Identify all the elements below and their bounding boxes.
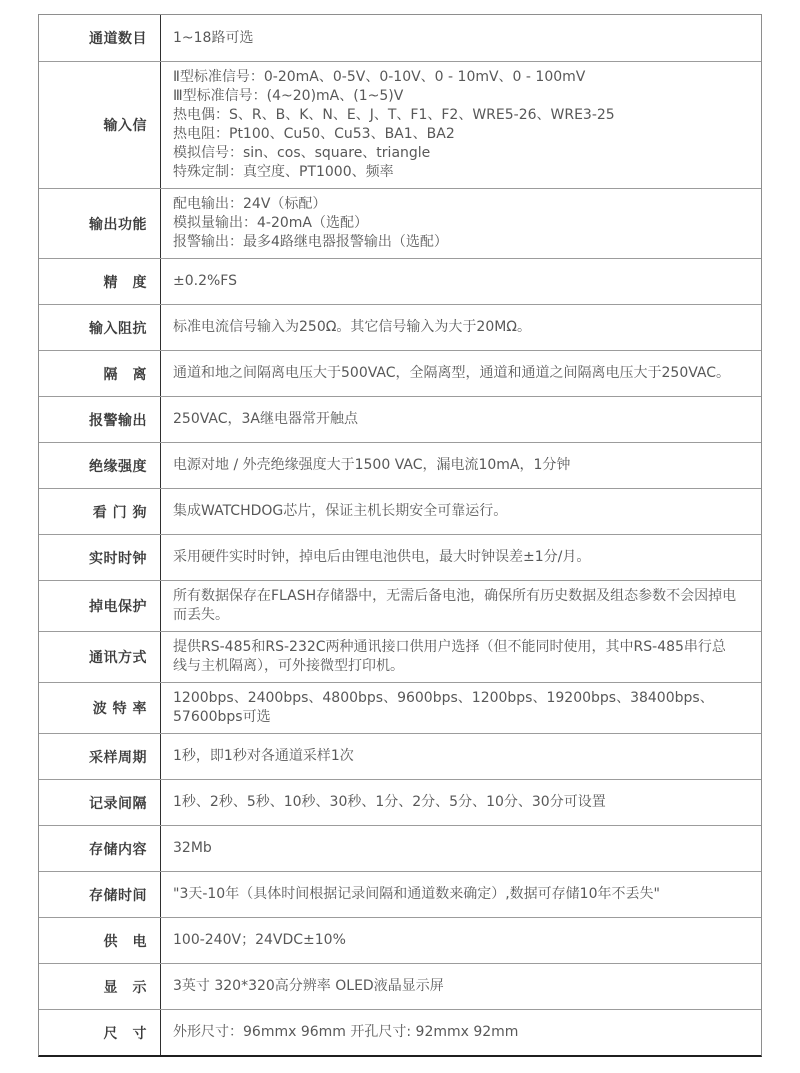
spec-row-label: 显 示 [39, 964, 161, 1009]
spec-row-label: 掉电保护 [39, 581, 161, 631]
spec-value-line: 所有数据保存在FLASH存储器中，无需后备电池，确保所有历史数据及组态参数不会因掉电 [173, 588, 737, 604]
spec-row-value [161, 632, 761, 682]
spec-row [39, 258, 761, 304]
spec-value-line: 集成WATCHDOG芯片，保证主机长期安全可靠运行。 [173, 503, 508, 519]
spec-row-label: 精 度 [39, 259, 161, 304]
spec-row [39, 917, 761, 963]
spec-value-line: 1~18路可选 [173, 29, 254, 46]
spec-row-label: 输出功能 [39, 189, 161, 258]
spec-row [39, 733, 761, 779]
spec-row-value [161, 443, 761, 488]
spec-row-value [161, 189, 761, 258]
spec-row-label: 采样周期 [39, 734, 161, 779]
spec-row [39, 682, 761, 733]
spec-row-value [161, 397, 761, 442]
spec-row-value [161, 918, 761, 963]
spec-value-line: Ⅱ型标准信号：0-20mA、0-5V、0-10V、0 - 10mV、0 - 100mV [173, 69, 586, 85]
spec-value-line: 报警输出：最多4路继电器报警输出（选配） [173, 234, 448, 250]
spec-row-value [161, 489, 761, 534]
spec-row-value [161, 780, 761, 825]
spec-value-line: 配电输出：24V（标配） [173, 196, 327, 212]
spec-row-value [161, 15, 761, 61]
spec-row-label: 存储时间 [39, 872, 161, 917]
spec-row [39, 779, 761, 825]
spec-row-label: 供 电 [39, 918, 161, 963]
spec-row [39, 396, 761, 442]
spec-row [39, 61, 761, 188]
spec-row-value [161, 964, 761, 1009]
spec-row-value [161, 305, 761, 350]
spec-row [39, 15, 761, 61]
spec-row [39, 963, 761, 1009]
spec-row-label: 输入阻抗 [39, 305, 161, 350]
spec-row [39, 188, 761, 258]
spec-table [38, 14, 762, 1057]
spec-row-value [161, 259, 761, 304]
spec-row [39, 304, 761, 350]
spec-row [39, 631, 761, 682]
spec-row-label: 看 门 狗 [39, 489, 161, 534]
spec-value-line: Ⅲ型标准信号：(4~20)mA、(1~5)V [173, 88, 404, 104]
spec-value-line: 线与主机隔离），可外接微型打印机。 [173, 658, 404, 674]
spec-row-label: 通讯方式 [39, 632, 161, 682]
spec-row [39, 580, 761, 631]
spec-value-line: ±0.2%FS [173, 273, 237, 289]
spec-row-value [161, 826, 761, 871]
spec-value-line: 3英寸 320*320高分辨率 OLED液晶显示屏 [173, 978, 444, 994]
spec-row-label: 隔 离 [39, 351, 161, 396]
spec-value-line: 热电偶：S、R、B、K、N、E、J、T、F1、F2、WRE5-26、WRE3-25 [173, 107, 615, 123]
spec-value-line: 电源对地 / 外壳绝缘强度大于1500 VAC，漏电流10mA，1分钟 [173, 457, 571, 473]
spec-row-value [161, 62, 761, 188]
spec-row [39, 488, 761, 534]
spec-value-line: 提供RS-485和RS-232C两种通讯接口供用户选择（但不能同时使用，其中RS-485串行总 [173, 639, 726, 655]
spec-value-line: 32Mb [173, 840, 212, 856]
spec-value-line: 通道和地之间隔离电压大于500VAC，全隔离型，通道和通道之间隔离电压大于250VAC。 [173, 365, 731, 381]
spec-row-value [161, 351, 761, 396]
spec-value-line: 模拟信号：sin、cos、square、triangle [173, 145, 431, 161]
spec-row [39, 442, 761, 488]
spec-value-line: 标准电流信号输入为250Ω。其它信号输入为大于20MΩ。 [173, 319, 532, 335]
spec-row-value [161, 872, 761, 917]
spec-value-line: "3天-10年（具体时间根据记录间隔和通道数来确定）,数据可存储10年不丢失" [173, 886, 660, 902]
spec-value-line: 100-240V；24VDC±10% [173, 932, 346, 948]
spec-row-label: 输入信 [39, 62, 161, 188]
spec-value-line: 1秒、2秒、5秒、10秒、30秒、1分、2分、5分、10分、30分可设置 [173, 794, 606, 810]
spec-row [39, 871, 761, 917]
spec-row-value [161, 734, 761, 779]
spec-value-line: 外形尺寸：96mmx 96mm 开孔尺寸: 92mmx 92mm [173, 1024, 519, 1040]
spec-row-label: 实时时钟 [39, 535, 161, 580]
spec-row-label: 通道数目 [39, 15, 161, 61]
spec-value-line: 1秒，即1秒对各通道采样1次 [173, 748, 354, 764]
spec-value-line: 57600bps可选 [173, 709, 271, 725]
spec-row-value [161, 535, 761, 580]
spec-row-value [161, 581, 761, 631]
spec-row [39, 1009, 761, 1055]
spec-row-label: 绝缘强度 [39, 443, 161, 488]
spec-row-value [161, 1010, 761, 1055]
spec-row [39, 350, 761, 396]
spec-value-line: 250VAC，3A继电器常开触点 [173, 411, 358, 427]
spec-value-line: 热电阻：Pt100、Cu50、Cu53、BA1、BA2 [173, 126, 455, 142]
spec-value-line: 特殊定制：真空度、PT1000、频率 [173, 164, 394, 180]
spec-row-label: 报警输出 [39, 397, 161, 442]
spec-row-label: 尺 寸 [39, 1010, 161, 1055]
spec-value-line: 1200bps、2400bps、4800bps、9600bps、1200bps、19200bps、38400bps、 [173, 690, 714, 706]
spec-row [39, 825, 761, 871]
spec-value-line: 模拟量输出：4-20mA（选配） [173, 215, 368, 231]
spec-row-label: 存储内容 [39, 826, 161, 871]
spec-row-value [161, 683, 761, 733]
spec-row [39, 534, 761, 580]
spec-value-line: 而丢失。 [173, 607, 229, 623]
spec-row-label: 记录间隔 [39, 780, 161, 825]
spec-value-line: 采用硬件实时时钟，掉电后由锂电池供电，最大时钟误差±1分/月。 [173, 549, 591, 565]
spec-row-label: 波 特 率 [39, 683, 161, 733]
